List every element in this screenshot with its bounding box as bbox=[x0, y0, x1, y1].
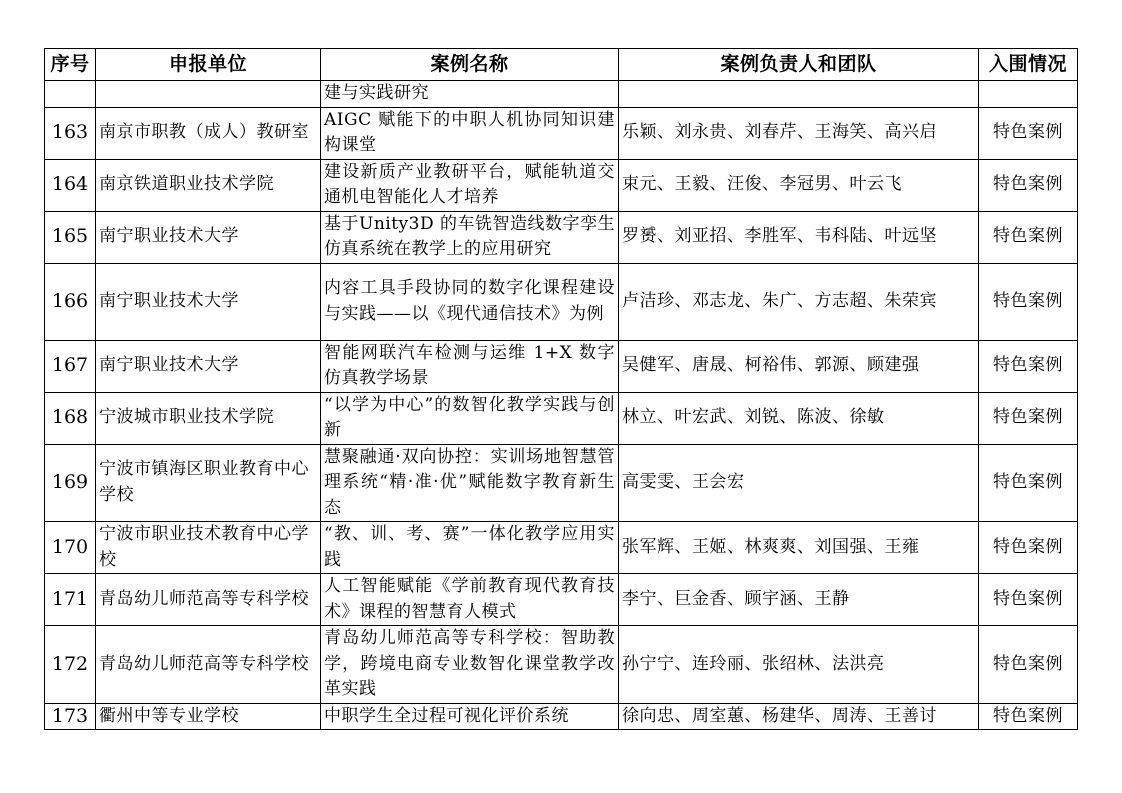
cell-unit: 南宁职业技术大学 bbox=[96, 211, 321, 263]
cell-status: 特色案例 bbox=[979, 626, 1078, 704]
case-list-table bbox=[44, 48, 1078, 730]
cell-team: 林立、叶宏武、刘锐、陈波、徐敏 bbox=[619, 392, 979, 444]
cell-status: 特色案例 bbox=[979, 107, 1078, 159]
cell-unit: 宁波市职业技术教育中心学校 bbox=[96, 522, 321, 574]
cell-status: 特色案例 bbox=[979, 444, 1078, 522]
cell-status: 特色案例 bbox=[979, 574, 1078, 626]
header-case-name: 案例名称 bbox=[321, 49, 619, 81]
cell-num: 165 bbox=[45, 211, 96, 263]
cell-unit: 青岛幼儿师范高等专科学校 bbox=[96, 574, 321, 626]
cell-unit: 南京市职教（成人）教研室 bbox=[96, 107, 321, 159]
table-header-row bbox=[45, 49, 1078, 81]
cell-status: 特色案例 bbox=[979, 392, 1078, 444]
cell-num: 168 bbox=[45, 392, 96, 444]
cell-unit: 南宁职业技术大学 bbox=[96, 263, 321, 340]
cell-title: 智能网联汽车检测与运维 1+X 数字仿真教学场景 bbox=[321, 340, 619, 392]
cell-num: 173 bbox=[45, 703, 96, 730]
cell-title: 青岛幼儿师范高等专科学校：智助教学，跨境电商专业数智化课堂教学改革实践 bbox=[321, 626, 619, 704]
cell-status: 特色案例 bbox=[979, 211, 1078, 263]
cell-team: 吴健军、唐晟、柯裕伟、郭源、顾建强 bbox=[619, 340, 979, 392]
cell-status: 特色案例 bbox=[979, 159, 1078, 211]
table-row bbox=[45, 392, 1078, 444]
header-applicant-unit: 申报单位 bbox=[96, 49, 321, 81]
table-row bbox=[45, 159, 1078, 211]
table-row bbox=[45, 340, 1078, 392]
table-row bbox=[45, 703, 1078, 730]
cell-title: 基于Unity3D 的车铣智造线数字孪生仿真系统在教学上的应用研究 bbox=[321, 211, 619, 263]
cell-num: 172 bbox=[45, 626, 96, 704]
cell-num: 166 bbox=[45, 263, 96, 340]
cell-team: 高雯雯、王会宏 bbox=[619, 444, 979, 522]
cell-unit: 南京铁道职业技术学院 bbox=[96, 159, 321, 211]
cell-status bbox=[979, 81, 1078, 108]
cell-unit bbox=[96, 81, 321, 108]
table-row bbox=[45, 444, 1078, 522]
cell-title: 慧聚融通·双向协控：实训场地智慧管理系统“精·准·优”赋能数字教育新生态 bbox=[321, 444, 619, 522]
table-row bbox=[45, 211, 1078, 263]
cell-title: “以学为中心”的数智化教学实践与创新 bbox=[321, 392, 619, 444]
cell-num: 170 bbox=[45, 522, 96, 574]
cell-team: 罗赟、刘亚招、李胜军、韦科陆、叶远坚 bbox=[619, 211, 979, 263]
cell-team: 徐向忠、周室蕙、杨建华、周涛、王善讨 bbox=[619, 703, 979, 730]
cell-unit: 南宁职业技术大学 bbox=[96, 340, 321, 392]
cell-status: 特色案例 bbox=[979, 340, 1078, 392]
cell-title: 建设新质产业教研平台，赋能轨道交通机电智能化人才培养 bbox=[321, 159, 619, 211]
cell-status: 特色案例 bbox=[979, 703, 1078, 730]
header-serial-number: 序号 bbox=[45, 49, 96, 81]
cell-unit: 青岛幼儿师范高等专科学校 bbox=[96, 626, 321, 704]
cell-status: 特色案例 bbox=[979, 263, 1078, 340]
cell-num: 164 bbox=[45, 159, 96, 211]
table-row-continuation bbox=[45, 81, 1078, 108]
table-row bbox=[45, 574, 1078, 626]
cell-num: 169 bbox=[45, 444, 96, 522]
cell-team: 张军辉、王姬、林爽爽、刘国强、王雍 bbox=[619, 522, 979, 574]
table-row bbox=[45, 107, 1078, 159]
cell-team: 卢洁珍、邓志龙、朱广、方志超、朱荣宾 bbox=[619, 263, 979, 340]
cell-unit: 宁波城市职业技术学院 bbox=[96, 392, 321, 444]
cell-team: 李宁、巨金香、顾宇涵、王静 bbox=[619, 574, 979, 626]
cell-num: 171 bbox=[45, 574, 96, 626]
table-row bbox=[45, 263, 1078, 340]
cell-title: 内容工具手段协同的数字化课程建设与实践——以《现代通信技术》为例 bbox=[321, 263, 619, 340]
cell-title: AIGC 赋能下的中职人机协同知识建构课堂 bbox=[321, 107, 619, 159]
cell-status: 特色案例 bbox=[979, 522, 1078, 574]
cell-team: 乐颖、刘永贵、刘春芹、王海笑、高兴启 bbox=[619, 107, 979, 159]
cell-title: 中职学生全过程可视化评价系统 bbox=[321, 703, 619, 730]
cell-team: 孙宁宁、连玲丽、张绍林、法洪亮 bbox=[619, 626, 979, 704]
cell-num bbox=[45, 81, 96, 108]
cell-title: “教、训、考、赛”一体化教学应用实践 bbox=[321, 522, 619, 574]
cell-num: 167 bbox=[45, 340, 96, 392]
cell-num: 163 bbox=[45, 107, 96, 159]
cell-unit: 宁波市镇海区职业教育中心学校 bbox=[96, 444, 321, 522]
cell-team bbox=[619, 81, 979, 108]
table-row bbox=[45, 626, 1078, 704]
header-case-team: 案例负责人和团队 bbox=[619, 49, 979, 81]
header-selection-status: 入围情况 bbox=[979, 49, 1078, 81]
cell-title: 建与实践研究 bbox=[321, 81, 619, 108]
cell-title: 人工智能赋能《学前教育现代教育技术》课程的智慧育人模式 bbox=[321, 574, 619, 626]
cell-team: 束元、王毅、汪俊、李冠男、叶云飞 bbox=[619, 159, 979, 211]
cell-unit: 衢州中等专业学校 bbox=[96, 703, 321, 730]
table-row bbox=[45, 522, 1078, 574]
